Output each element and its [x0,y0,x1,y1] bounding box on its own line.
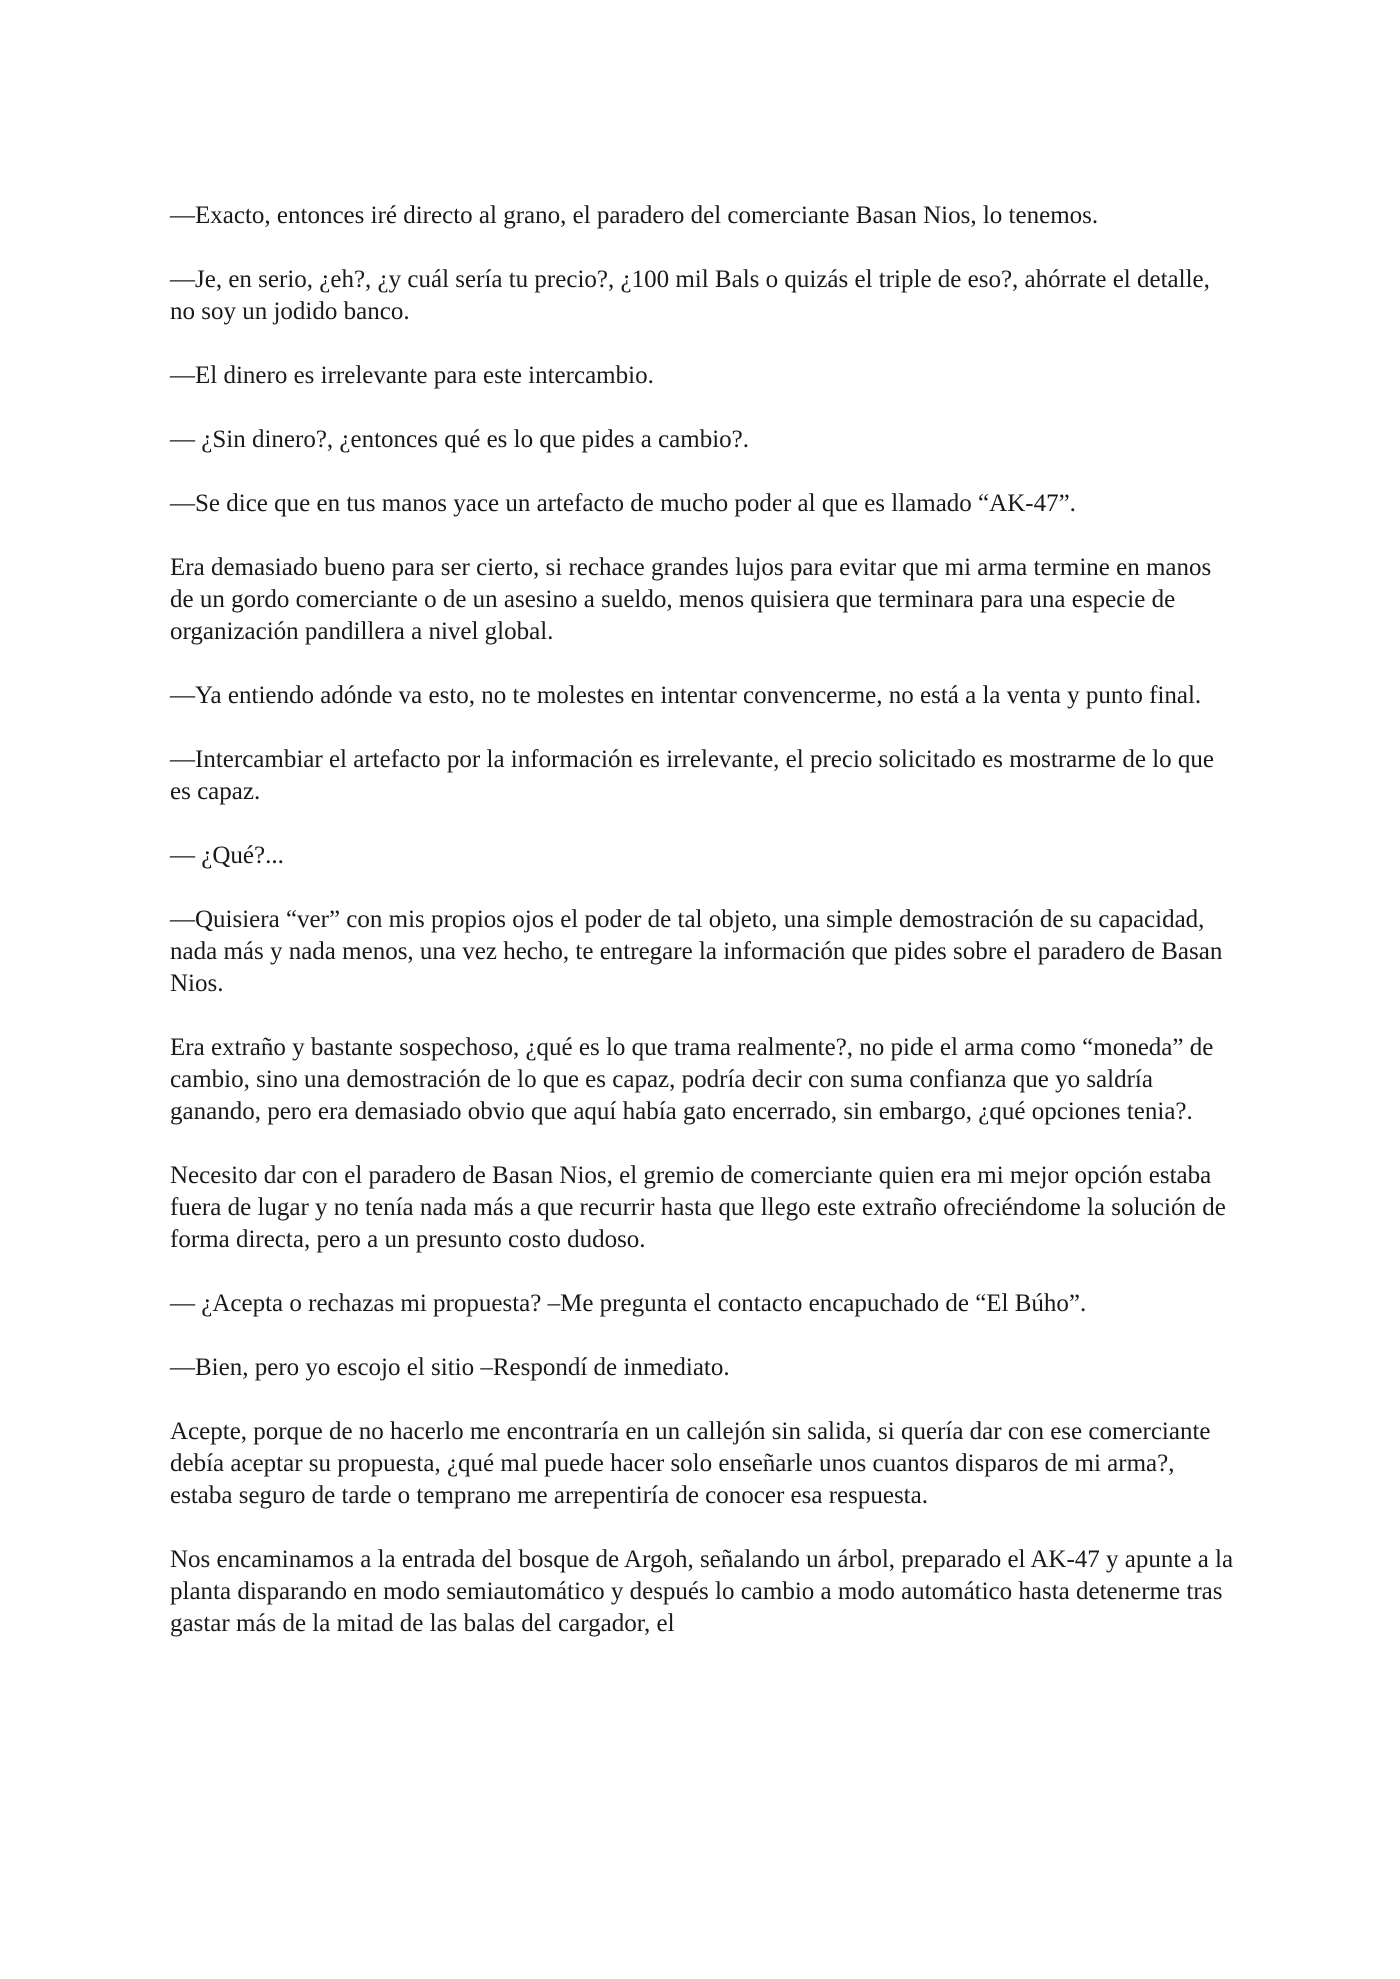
narrative-paragraph: Era extraño y bastante sospechoso, ¿qué es lo que trama realmente?, no pide el arma como “moneda” de cambio, sino una demostración de lo que es capaz, podría decir con suma confianza que yo saldría ganando, pero era demasiado obvio que aquí había gato encerrado, sin embargo, ¿qué opciones tenia?. [170,1034,1214,1125]
dialogue-paragraph: — ¿Acepta o rechazas mi propuesta? –Me pregunta el contacto encapuchado de “El Búho”. [170,1290,1087,1317]
dialogue-paragraph: —Je, en serio, ¿eh?, ¿y cuál sería tu precio?, ¿100 mil Bals o quizás el triple de eso?, ahórrate el detalle, no soy un jodido banco. [170,266,1210,325]
document-body [170,200,1240,1640]
dialogue-paragraph: — ¿Sin dinero?, ¿entonces qué es lo que pides a cambio?. [170,426,749,453]
dialogue-paragraph: —Se dice que en tus manos yace un artefacto de mucho poder al que es llamado “AK-47”. [170,490,1076,517]
dialogue-paragraph: —Quisiera “ver” con mis propios ojos el poder de tal objeto, una simple demostración de su capacidad, nada más y nada menos, una vez hecho, te entregare la información que pides sobre el paradero de Basan Nios. [170,906,1223,997]
dialogue-paragraph: —Exacto, entonces iré directo al grano, el paradero del comerciante Basan Nios, lo tenemos. [170,202,1099,229]
narrative-paragraph: Acepte, porque de no hacerlo me encontraría en un callejón sin salida, si quería dar con ese comerciante debía aceptar su propuesta, ¿qué mal puede hacer solo enseñarle unos cuantos disparos de mi arma?, estaba seguro de tarde o temprano me arrepentiría de conocer esa respuesta. [170,1418,1211,1509]
dialogue-paragraph: —Bien, pero yo escojo el sitio –Respondí de inmediato. [170,1354,730,1381]
dialogue-paragraph: —Ya entiendo adónde va esto, no te molestes en intentar convencerme, no está a la venta y punto final. [170,682,1202,709]
narrative-paragraph: Era demasiado bueno para ser cierto, si rechace grandes lujos para evitar que mi arma termine en manos de un gordo comerciante o de un asesino a sueldo, menos quisiera que terminara para una especie de organización pandillera a nivel global. [170,554,1212,645]
dialogue-paragraph: —El dinero es irrelevante para este intercambio. [170,362,654,389]
dialogue-paragraph: —Intercambiar el artefacto por la información es irrelevante, el precio solicitado es mostrarme de lo que es capaz. [170,746,1214,805]
dialogue-paragraph: — ¿Qué?... [170,842,284,869]
narrative-paragraph: Necesito dar con el paradero de Basan Nios, el gremio de comerciante quien era mi mejor opción estaba fuera de lugar y no tenía nada más a que recurrir hasta que llego este extraño ofreciéndome la solución de forma directa, pero a un presunto costo dudoso. [170,1162,1226,1253]
narrative-paragraph: Nos encaminamos a la entrada del bosque de Argoh, señalando un árbol, preparado el AK-47 y apunte a la planta disparando en modo semiautomático y después lo cambio a modo automático hasta detenerme tras gastar más de la mitad de las balas del cargador, el [170,1546,1234,1637]
